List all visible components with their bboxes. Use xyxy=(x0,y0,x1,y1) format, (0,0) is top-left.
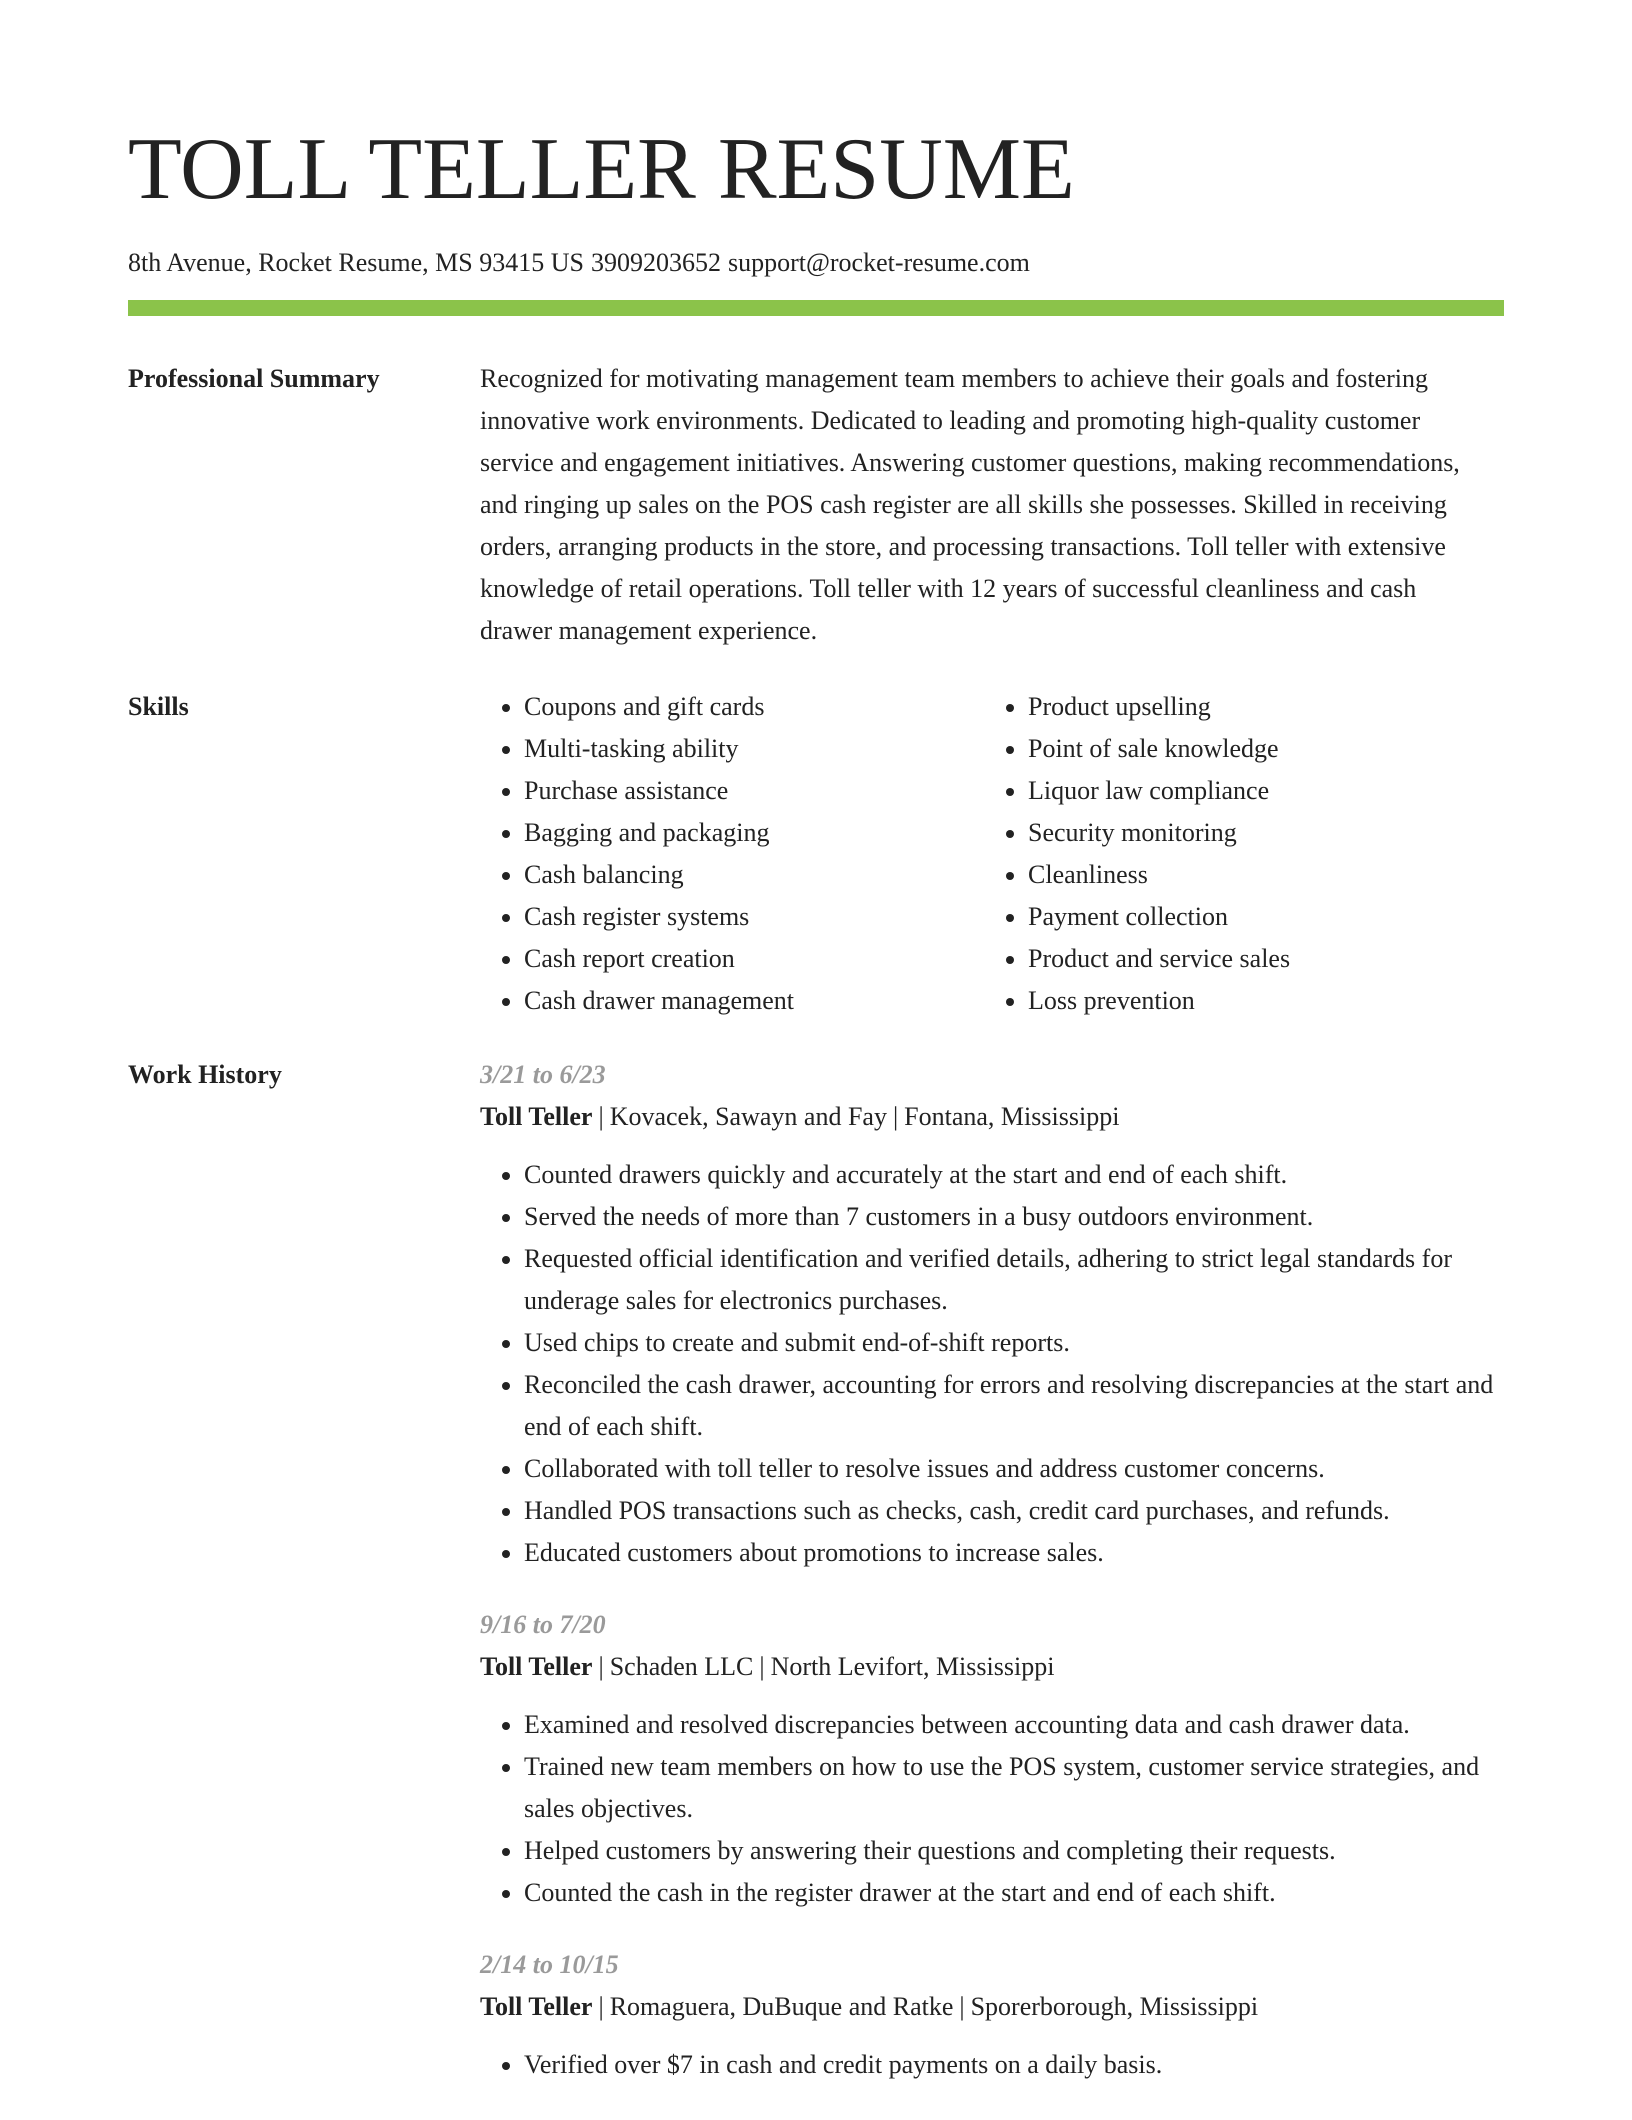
summary-heading: Professional Summary xyxy=(128,364,380,393)
job-location: Fontana, Mississippi xyxy=(904,1102,1120,1131)
job-bullet: • Examined and resolved discrepancies between accounting data and cash drawer data. xyxy=(524,1704,1504,1746)
skill-item: • Cash drawer management xyxy=(524,980,984,1022)
skill-item: • Security monitoring xyxy=(1028,812,1488,854)
job-heading: Toll Teller | Kovacek, Sawayn and Fay | Fontana, Mississippi xyxy=(480,1102,1120,1131)
skills-section xyxy=(128,690,1504,1022)
job-bullet: • Handled POS transactions such as checks, cash, credit card purchases, and refunds. xyxy=(524,1490,1504,1532)
job-bullet: • Used chips to create and submit end-of-shift reports. xyxy=(524,1322,1504,1364)
skill-item: • Product and service sales xyxy=(1028,938,1488,980)
summary-section xyxy=(128,362,1504,652)
job-bullet: • Requested official identification and verified details, adhering to strict legal standards for underage sales for electronics purchases. xyxy=(524,1238,1504,1322)
job-bullet: • Collaborated with toll teller to resolve issues and address customer concerns. xyxy=(524,1448,1504,1490)
skill-item: • Bagging and packaging xyxy=(524,812,984,854)
skill-item: • Loss prevention xyxy=(1028,980,1488,1022)
skill-item: • Purchase assistance xyxy=(524,770,984,812)
work-history-section xyxy=(128,1058,1504,2120)
contact-line xyxy=(128,246,1504,280)
skill-item: • Cash report creation xyxy=(524,938,984,980)
job-entry xyxy=(480,1944,1504,2086)
contact-address: 8th Avenue, Rocket Resume, MS 93415 US xyxy=(128,248,584,277)
job-location: Sporerborough, Mississippi xyxy=(970,1992,1259,2021)
job-heading: Toll Teller | Schaden LLC | North Levifort, Mississippi xyxy=(480,1652,1055,1681)
job-bullet: • Counted the cash in the register drawer at the start and end of each shift. xyxy=(524,1872,1504,1914)
job-dates: 2/14 to 10/15 xyxy=(480,1950,619,1979)
job-bullet: • Served the needs of more than 7 customers in a busy outdoors environment. xyxy=(524,1196,1504,1238)
job-entry xyxy=(480,1054,1504,1574)
job-title: Toll Teller xyxy=(480,1992,593,2021)
job-bullet: • Counted drawers quickly and accurately at the start and end of each shift. xyxy=(524,1154,1504,1196)
job-entry xyxy=(480,1604,1504,1914)
job-company: Romaguera, DuBuque and Ratke xyxy=(609,1992,954,2021)
job-company: Schaden LLC xyxy=(609,1652,754,1681)
accent-divider xyxy=(128,300,1504,316)
skill-item: • Payment collection xyxy=(1028,896,1488,938)
job-title: Toll Teller xyxy=(480,1652,593,1681)
job-bullet: • Verified over $7 in cash and credit payments on a daily basis. xyxy=(524,2044,1504,2086)
job-company: Kovacek, Sawayn and Fay xyxy=(609,1102,887,1131)
job-title: Toll Teller xyxy=(480,1102,593,1131)
resume-page xyxy=(128,0,1504,2120)
skill-item: • Multi-tasking ability xyxy=(524,728,984,770)
skill-item: • Point of sale knowledge xyxy=(1028,728,1488,770)
job-location: North Levifort, Mississippi xyxy=(770,1652,1055,1681)
skill-item: • Cash register systems xyxy=(524,896,984,938)
skills-list-left xyxy=(480,686,984,1022)
skill-item: • Coupons and gift cards xyxy=(524,686,984,728)
skill-item: • Cash balancing xyxy=(524,854,984,896)
skills-list-right xyxy=(984,686,1488,1022)
job-bullet: • Trained new team members on how to use the POS system, customer service strategies, and sales objectives. xyxy=(524,1746,1504,1830)
resume-title: TOLL TELLER RESUME xyxy=(128,121,1075,218)
work-history-heading: Work History xyxy=(128,1060,282,1089)
job-dates: 9/16 to 7/20 xyxy=(480,1610,606,1639)
job-bullet: • Educated customers about promotions to increase sales. xyxy=(524,1532,1504,1574)
contact-email: support@rocket-resume.com xyxy=(727,248,1030,277)
job-bullets xyxy=(480,1704,1504,1914)
contact-phone: 3909203652 xyxy=(590,248,721,277)
job-bullets xyxy=(480,1154,1504,1574)
job-bullets xyxy=(480,2044,1504,2086)
summary-text: Recognized for motivating management team members to achieve their goals and fostering innovative work environments. Dedicated to leading and promoting high-quality customer service and engagement initiatives. Answering customer questions, making recommendations, and ringing up sales on the POS cash register are all skills she possesses. Skilled in receiving orders, arranging products in the store, and processing transactions. Toll teller with extensive knowledge of retail operations. Toll teller with 12 years of successful cleanliness and cash drawer management experience. xyxy=(480,364,1460,645)
job-bullet: • Reconciled the cash drawer, accounting for errors and resolving discrepancies at the start and end of each shift. xyxy=(524,1364,1504,1448)
job-dates: 3/21 to 6/23 xyxy=(480,1060,606,1089)
skill-item: • Product upselling xyxy=(1028,686,1488,728)
job-bullet: • Helped customers by answering their questions and completing their requests. xyxy=(524,1830,1504,1872)
skill-item: • Cleanliness xyxy=(1028,854,1488,896)
skill-item: • Liquor law compliance xyxy=(1028,770,1488,812)
skills-heading: Skills xyxy=(128,692,189,721)
job-heading: Toll Teller | Romaguera, DuBuque and Ratke | Sporerborough, Mississippi xyxy=(480,1992,1259,2021)
